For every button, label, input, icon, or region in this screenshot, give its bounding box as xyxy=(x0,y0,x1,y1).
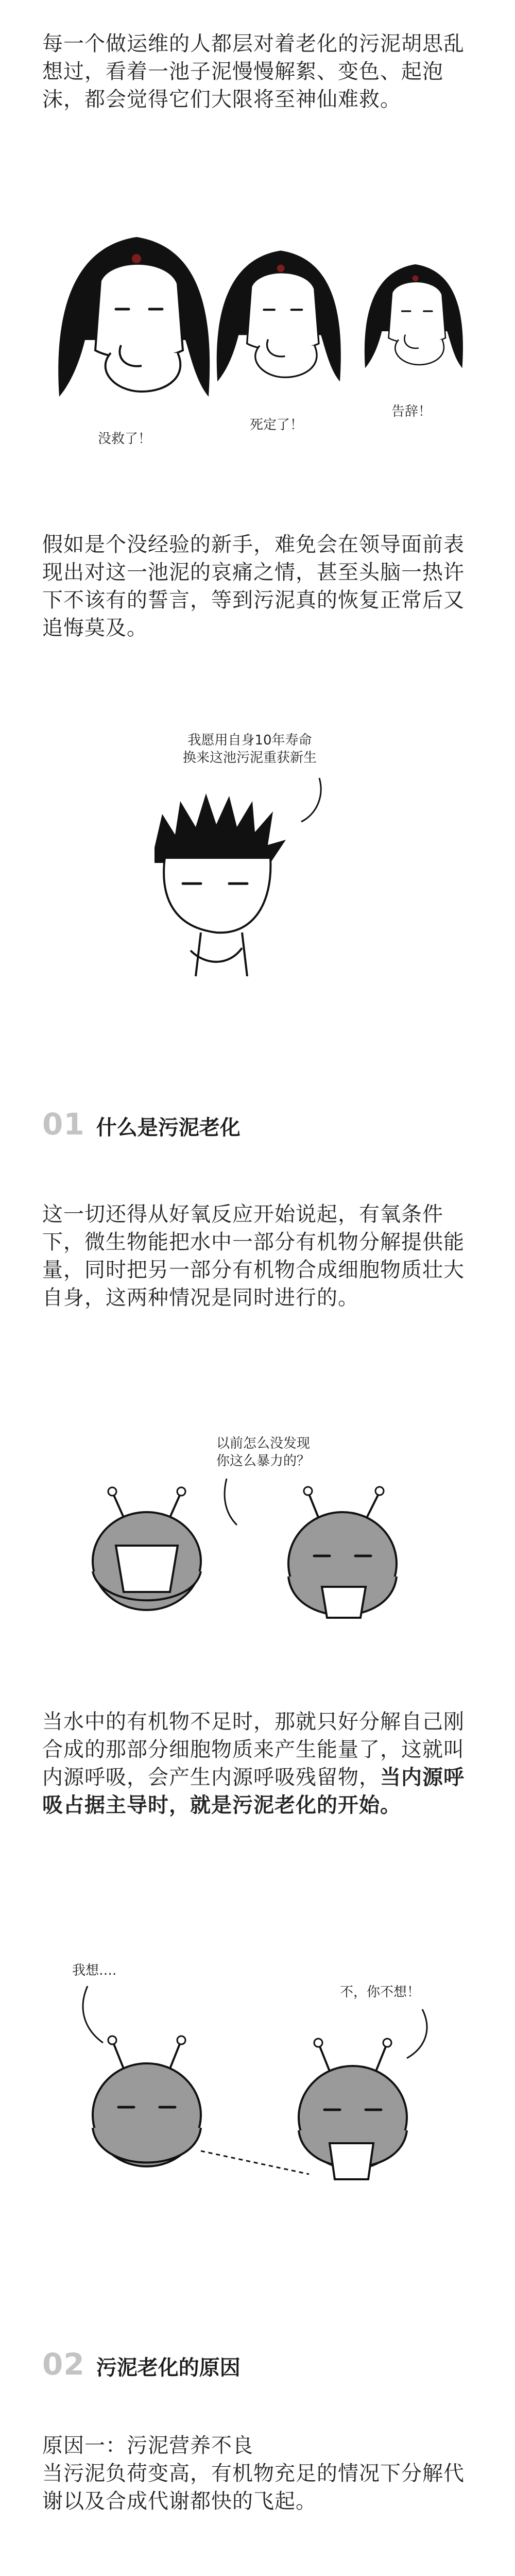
bugs-illustration-2 xyxy=(0,1953,515,2210)
bug-speech: 以前怎么没发现 你这么暴力的？ xyxy=(216,1436,311,1469)
speech-right-tail xyxy=(407,2009,427,2058)
bug-left-figure-2 xyxy=(93,2036,201,2166)
girl-left-figure xyxy=(58,237,210,397)
section-02-paragraph: 原因一：污泥营养不良 当污泥负荷变高，有机物充足的情况下分解代谢以及合成代谢都快的飞起。 xyxy=(42,2434,465,2513)
boy-speech-tail xyxy=(301,778,321,822)
section-01-paragraph-1: 这一切还得从好氧反应开始说起，有氧条件下，微生物能把水中一部分有机物分解提供能量，同时把另一部分有机物合成细胞物质壮大自身，这两种情况是同时进行的。 xyxy=(42,1202,465,1310)
bug-right-figure-2 xyxy=(299,2039,407,2179)
section-01-number: 01 xyxy=(42,1107,85,1142)
section-02-number: 02 xyxy=(42,2347,85,2382)
section-01-paragraph-2-text: 当水中的有机物不足时，那就只好分解自己刚合成的那部分细胞物质来产生能量了，这就叫内源呼吸，会产生内源呼吸残留物， xyxy=(42,1710,465,1789)
section-01-paragraph-2-emphasis: 当内源呼吸占据主导时，就是污泥老化的开始。 xyxy=(42,1766,465,1817)
girl-caption-middle: 死定了！ xyxy=(250,417,304,433)
section-02-title: 污泥老化的原因 xyxy=(96,2356,241,2380)
bug-right-figure xyxy=(288,1487,397,1618)
speech-left-tail xyxy=(83,1986,103,2043)
boy-illustration xyxy=(0,729,515,976)
girl-right-figure xyxy=(365,264,463,368)
intro-paragraph-2: 假如是个没经验的新手，难免会在领导面前表现出对这一池泥的哀痛之情，甚至头脑一热许下不该有的誓言，等到污泥真的恢复正常后又追悔莫及。 xyxy=(42,533,465,640)
boy-figure xyxy=(154,793,286,976)
girl-middle-figure xyxy=(217,250,341,381)
dashed-arrow xyxy=(201,2151,309,2174)
section-01-header xyxy=(42,1107,241,1140)
bug-speech-tail xyxy=(225,1479,237,1525)
speech-left: 我想…. xyxy=(72,1963,117,1978)
speech-right: 不，你不想！ xyxy=(340,1985,421,2000)
girl-caption-right: 告辞！ xyxy=(391,404,432,419)
section-01-title: 什么是污泥老化 xyxy=(96,1116,241,1140)
boy-speech: 我愿用自身10年寿命 换来这池污泥重获新生 xyxy=(183,733,317,766)
girls-illustration xyxy=(0,222,515,489)
intro-paragraph-1: 每一个做运维的人都层对着老化的污泥胡思乱想过，看着一池子泥慢慢解絮、变色、起泡沫，都会觉得它们大限将至神仙难救。 xyxy=(42,32,465,111)
section-02-header xyxy=(42,2347,241,2380)
bugs-illustration-1 xyxy=(0,1422,515,1659)
bug-left-figure xyxy=(93,1487,201,1610)
section-01-paragraph-2 xyxy=(42,1708,473,1819)
girl-caption-left: 没救了！ xyxy=(98,431,152,447)
